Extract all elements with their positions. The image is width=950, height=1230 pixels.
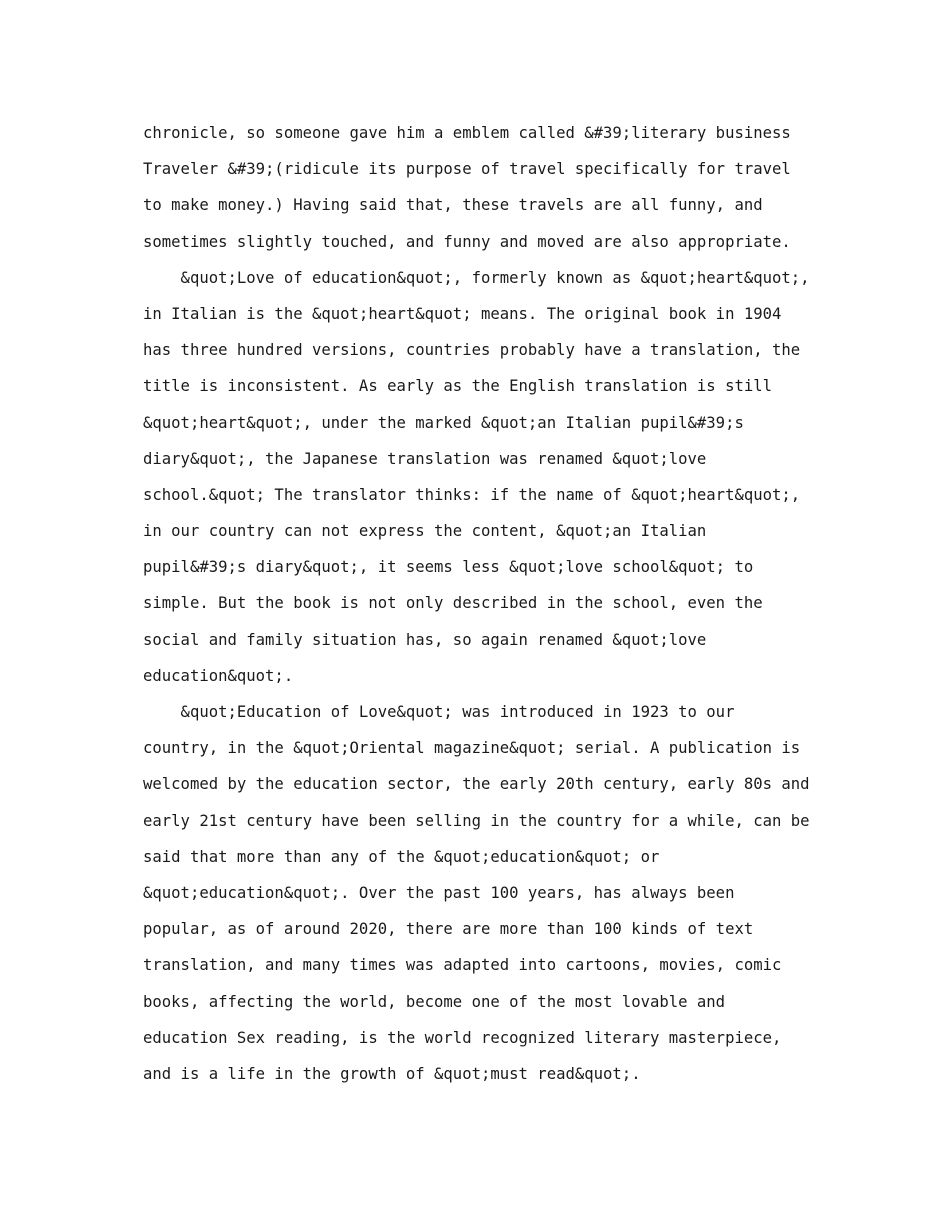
text-line: social and family situation has, so again renamed &quot;love [143,630,707,649]
text-line: diary&quot;, the Japanese translation was renamed &quot;love [143,449,707,468]
text-line: sometimes slightly touched, and funny and moved are also appropriate. [143,232,791,251]
text-line: education Sex reading, is the world recognized literary masterpiece, [143,1028,782,1047]
text-line: education&quot;. [143,666,294,685]
text-line: chronicle, so someone gave him a emblem called &#39;literary business [143,124,791,142]
text-line: &quot;heart&quot;, under the marked &quot;an Italian pupil&#39;s [143,413,744,432]
text-line: said that more than any of the &quot;education&quot; or [143,847,660,866]
text-line: in our country can not express the content, &quot;an Italian [143,522,707,541]
text-line: has three hundred versions, countries probably have a translation, the [143,341,801,360]
text-line: pupil&#39;s diary&quot;, it seems less &quot;love school&quot; to [143,558,754,577]
text-line: &quot;Education of Love&quot; was introduced in 1923 to our [143,703,735,721]
text-line: welcomed by the education sector, the early 20th century, early 80s and [143,775,810,794]
text-line: books, affecting the world, become one of the most lovable and [143,992,726,1011]
text-line: popular, as of around 2020, there are more than 100 kinds of text [143,920,754,939]
body-text [143,115,813,1092]
text-line: &quot;education&quot;. Over the past 100 years, has always been [143,883,735,902]
text-line: &quot;Love of education&quot;, formerly known as &quot;heart&quot;, [143,268,810,287]
text-line: Traveler &#39;(ridicule its purpose of travel specifically for travel [143,160,791,179]
text-line: school.&quot; The translator thinks: if the name of &quot;heart&quot;, [143,485,801,504]
text-line: simple. But the book is not only described in the school, even the [143,594,763,613]
text-line: country, in the &quot;Oriental magazine&quot; serial. A publication is [143,739,801,758]
text-line: translation, and many times was adapted into cartoons, movies, comic [143,956,782,975]
text-line: and is a life in the growth of &quot;must read&quot;. [143,1064,641,1083]
text-line: in Italian is the &quot;heart&quot; means. The original book in 1904 [143,304,782,323]
text-line: early 21st century have been selling in the country for a while, can be [143,811,810,830]
text-line: title is inconsistent. As early as the English translation is still [143,377,773,396]
text-line: to make money.) Having said that, these travels are all funny, and [143,196,763,215]
